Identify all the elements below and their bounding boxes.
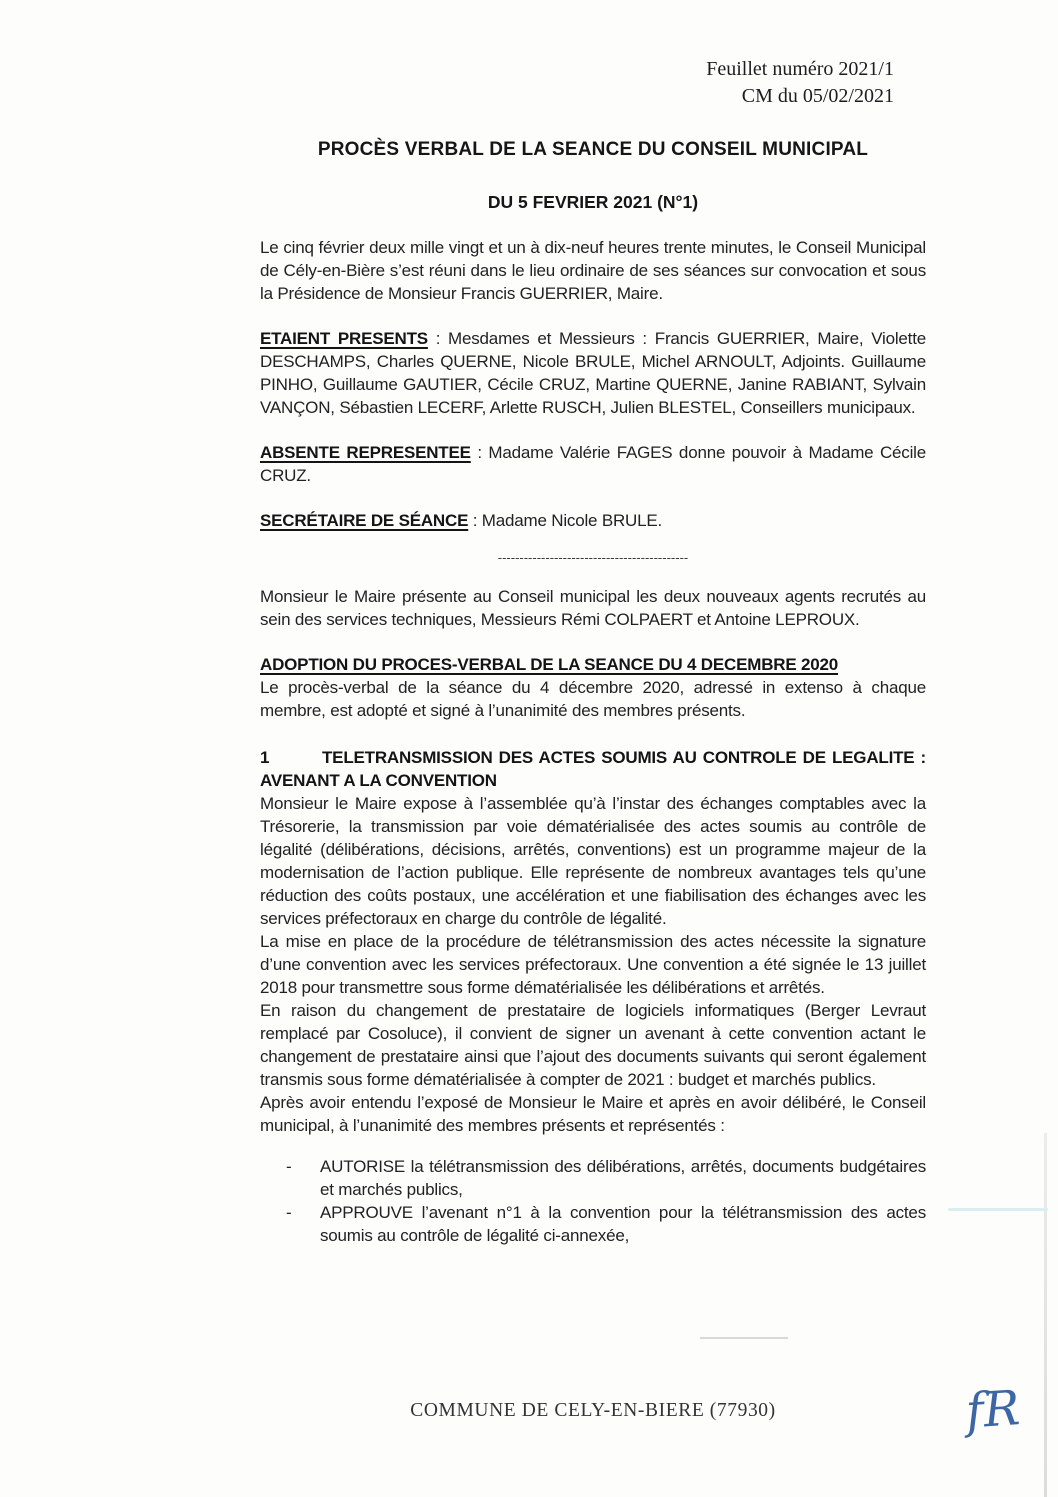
absent-paragraph bbox=[260, 441, 926, 487]
meeting-reference: CM du 05/02/2021 bbox=[741, 85, 894, 107]
presents-text: : Mesdames et Messieurs : Francis GUERRIER, Maire, Violette DESCHAMPS, Charles QUERNE, Nicole BRULE, Michel ARNOULT, Adjoints. Guillaume PINHO, Guillaume GAUTIER, Cécile CRUZ, Martine QUERNE, Janine RABIANT, Sylvain VANÇON, Sébastien LECERF, Arlette RUSCH, Julien BLESTEL, Conseillers municipaux. bbox=[260, 329, 926, 417]
scan-artifact-gray-smudge bbox=[700, 1337, 788, 1339]
section1-paragraph-1: Monsieur le Maire expose à l’assemblée qu’à l’instar des échanges comptables avec la Trésorerie, la transmission par voie dématérialisée des actes soumis au contrôle de légalité (délibérations, décisions, arrêtés, conventions) est un programme majeur de la modernisation de l’action publique. Elle représente de nombreux avantages tels qu’une réduction des coûts postaux, une accélération et une fiabilisation des échanges avec les services préfectoraux en charge du contrôle de légalité. bbox=[260, 794, 926, 928]
section1-heading: TELETRANSMISSION DES ACTES SOUMIS AU CONTROLE DE LEGALITE : AVENANT A LA CONVENTION bbox=[260, 748, 926, 790]
list-item bbox=[286, 1155, 926, 1201]
section1-paragraph-3: En raison du changement de prestataire de logiciels informatiques (Berger Levraut remplacé par Cosoluce), il convient de signer un avenant à cette convention actant le changement de prestataire ainsi que l’ajout des documents suivants qui seront également transmis sous forme dématérialisée à compter de 2021 : budget et marchés publics. bbox=[260, 1001, 926, 1089]
paraph-initials-signature bbox=[962, 1374, 1022, 1450]
document-subtitle: DU 5 FEVRIER 2021 (N°1) bbox=[487, 192, 699, 212]
paraph-initials-text: fR bbox=[963, 1380, 1022, 1440]
section1-paragraph-2: La mise en place de la procédure de télétransmission des actes nécessite la signature d’une convention avec les services préfectoraux. Une convention a été signée le 13 juillet 2018 pour transmettre sous forme dématérialisée les délibérations et arrêtés. bbox=[260, 932, 926, 997]
document-title: PROCÈS VERBAL DE LA SEANCE DU CONSEIL MUNICIPAL bbox=[317, 139, 869, 160]
bullet-dash: - bbox=[286, 1157, 292, 1176]
secretary-text: : Madame Nicole BRULE. bbox=[468, 511, 663, 530]
presents-paragraph bbox=[260, 327, 926, 419]
document-body bbox=[260, 0, 926, 1247]
adoption-body: Le procès-verbal de la séance du 4 décembre 2020, adressé in extenso à chaque membre, est adopté et signé à l’unanimité des membres présents. bbox=[260, 678, 926, 720]
scan-artifact-vertical-line bbox=[1044, 1133, 1047, 1497]
secretary-label: SECRÉTAIRE DE SÉANCE bbox=[260, 511, 469, 530]
absent-text: : Madame Valérie FAGES donne pouvoir à Madame Cécile CRUZ. bbox=[260, 443, 926, 485]
absent-label: ABSENTE REPRESENTEE bbox=[260, 443, 471, 462]
presents-label: ETAIENT PRESENTS bbox=[260, 329, 428, 348]
section1-number: 1 bbox=[260, 748, 270, 767]
scan-artifact-cyan-smudge bbox=[948, 1208, 1048, 1211]
adoption-heading: ADOPTION DU PROCES-VERBAL DE LA SEANCE DU 4 DECEMBRE 2020 bbox=[260, 655, 839, 674]
list-item bbox=[286, 1201, 926, 1247]
intro-paragraph: Le cinq février deux mille vingt et un à dix-neuf heures trente minutes, le Conseil Municipal de Cély-en-Bière s’est réuni dans le lieu ordinaire de ses séances sur convocation et sous la Présidence de Monsieur Francis GUERRIER, Maire. bbox=[260, 238, 926, 303]
folio-number: Feuillet numéro 2021/1 bbox=[706, 58, 894, 80]
section1-paragraph-4: Après avoir entendu l’exposé de Monsieur le Maire et après en avoir délibéré, le Conseil municipal, à l’unanimité des membres présents et représentés : bbox=[260, 1093, 926, 1135]
new-agents-paragraph: Monsieur le Maire présente au Conseil municipal les deux nouveaux agents recrutés au sein des services techniques, Messieurs Rémi COLPAERT et Antoine LEPROUX. bbox=[260, 587, 926, 629]
secretary-paragraph bbox=[260, 509, 926, 532]
section-divider: -------------------------------------------- bbox=[497, 550, 689, 565]
section1-heading-line bbox=[260, 746, 926, 792]
decision-list bbox=[286, 1155, 926, 1247]
footer-commune: COMMUNE DE CELY-EN-BIERE (77930) bbox=[410, 1400, 776, 1421]
bullet-text-approuve: APPROUVE l’avenant n°1 à la convention pour la télétransmission des actes soumis au contrôle de légalité ci-annexée, bbox=[320, 1203, 926, 1245]
bullet-text-autorise: AUTORISE la télétransmission des délibérations, arrêtés, documents budgétaires et marchés publics, bbox=[320, 1157, 926, 1199]
bullet-dash: - bbox=[286, 1203, 292, 1222]
